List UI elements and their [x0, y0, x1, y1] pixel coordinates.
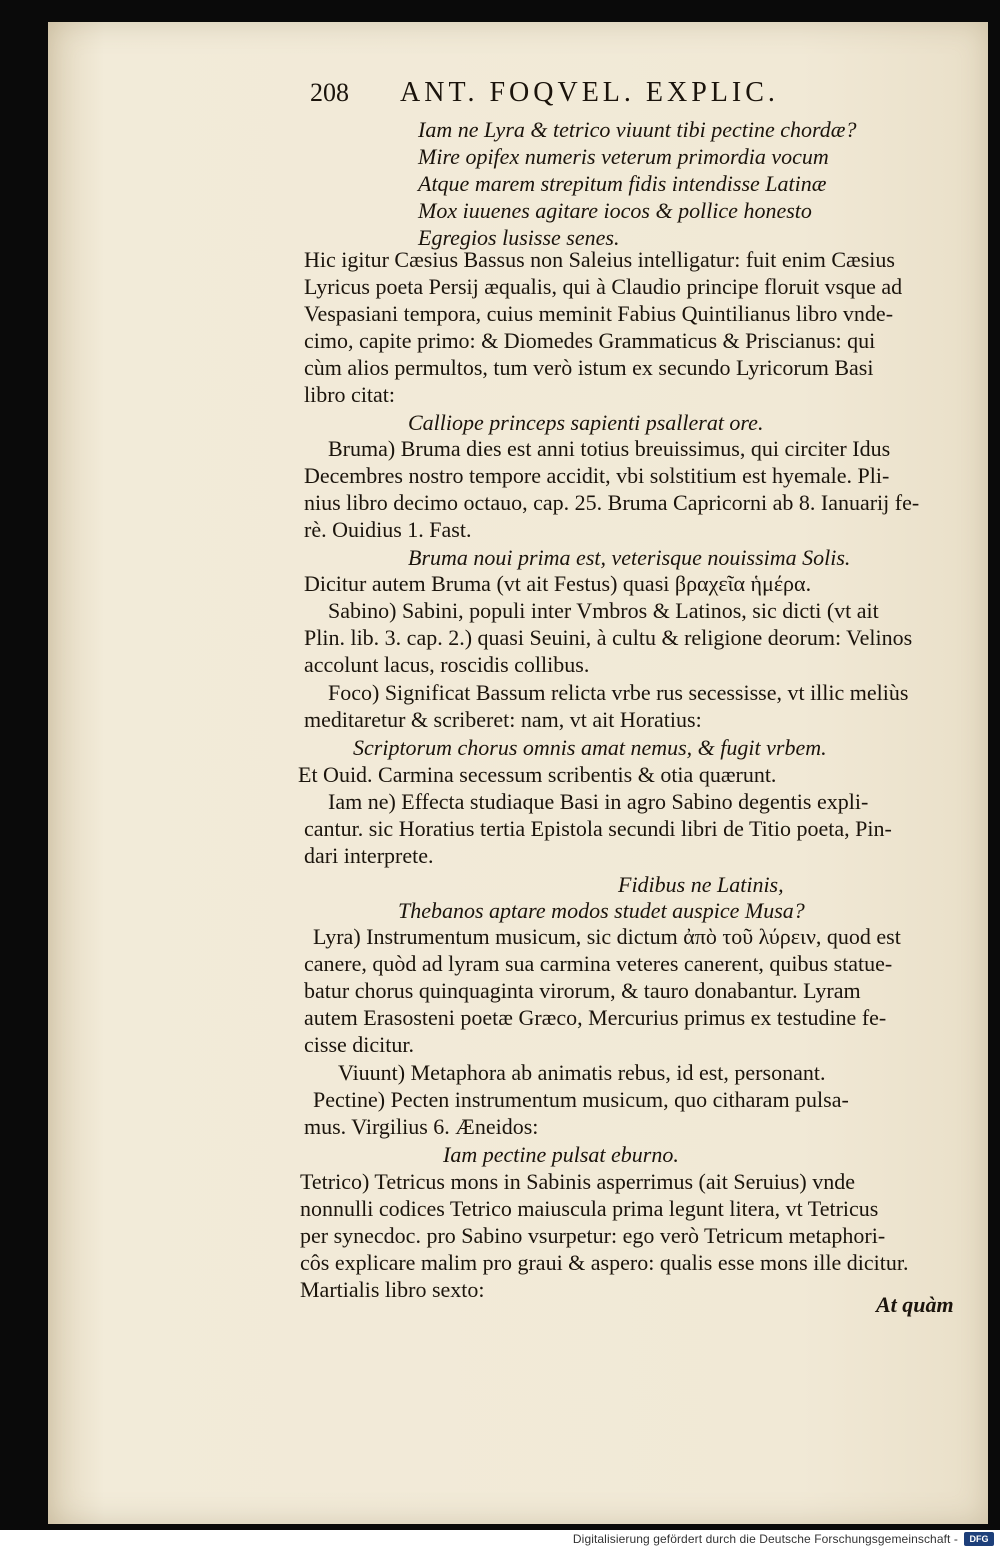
- text-line: cùm alios permultos, tum verò istum ex secundo Lyricorum Basi: [304, 355, 874, 380]
- text-line: Mox iuuenes agitare iocos & pollice honesto: [418, 198, 812, 223]
- text-line: Iam ne Lyra & tetrico viuunt tibi pectine chordæ?: [418, 117, 857, 142]
- text-line: nius libro decimo octauo, cap. 25. Bruma Capricorni ab 8. Ianuarij fe-: [304, 490, 920, 515]
- text-line: Iam ne) Effecta studiaque Basi in agro Sabino degentis expli-: [328, 789, 869, 814]
- text-line: rè. Ouidius 1. Fast.: [304, 517, 472, 542]
- text-line: mus. Virgilius 6. Æneidos:: [304, 1114, 539, 1139]
- text-line: Lyra) Instrumentum musicum, sic dictum ἀπὸ τοῦ λύρειν, quod est: [313, 924, 901, 949]
- text-line: cisse dicitur.: [304, 1032, 414, 1057]
- text-line: Iam pectine pulsat eburno.: [443, 1142, 679, 1167]
- text-line: accolunt lacus, roscidis collibus.: [304, 652, 590, 677]
- text-line: Vespasiani tempora, cuius meminit Fabius Quintilianus libro vnde-: [304, 301, 894, 326]
- text-line: Tetrico) Tetricus mons in Sabinis asperrimus (ait Seruius) vnde: [300, 1169, 855, 1194]
- text-line: Decembres nostro tempore accidit, vbi solstitium est hyemale. Pli-: [304, 463, 890, 488]
- footer-bar: [0, 1530, 1000, 1549]
- text-line: meditaretur & scriberet: nam, vt ait Horatius:: [304, 707, 702, 732]
- text-line: Egregios lusisse senes.: [418, 225, 620, 250]
- text-line: Et Ouid. Carmina secessum scribentis & otia quærunt.: [298, 762, 777, 787]
- text-line: Pectine) Pecten instrumentum musicum, quo citharam pulsa-: [313, 1087, 849, 1112]
- text-line: Foco) Significat Bassum relicta vrbe rus secessisse, vt illic meliùs: [328, 680, 909, 705]
- text-line: Atque marem strepitum fidis intendisse Latinæ: [418, 171, 827, 196]
- text-line: Bruma) Bruma dies est anni totius breuissimus, qui circiter Idus: [328, 436, 891, 461]
- text-line: Viuunt) Metaphora ab animatis rebus, id est, personant.: [338, 1060, 826, 1085]
- text-line: Thebanos aptare modos studet auspice Musa?: [398, 898, 805, 923]
- text-line: Calliope princeps sapienti psallerat ore.: [408, 410, 764, 435]
- text-line: Mire opifex numeris veterum primordia vocum: [418, 144, 829, 169]
- text-line: canere, quòd ad lyram sua carmina veteres canerent, quibus statue-: [304, 951, 893, 976]
- digitization-credit: Digitalisierung gefördert durch die Deutsche Forschungsgemeinschaft -: [572, 1532, 958, 1546]
- book-page: [48, 22, 988, 1524]
- text-line: Plin. lib. 3. cap. 2.) quasi Seuini, à cultu & religione deorum: Velinos: [304, 625, 913, 650]
- running-title: ANT. FOQVEL. EXPLIC.: [400, 77, 779, 108]
- page-number: 208: [310, 78, 349, 107]
- text-line: côs explicare malim pro graui & aspero: qualis esse mons ille dicitur.: [300, 1250, 909, 1275]
- text-line: Martialis libro sexto:: [300, 1277, 485, 1302]
- text-line: autem Erasosteni poetæ Græco, Mercurius primus ex testudine fe-: [304, 1005, 887, 1030]
- text-line: Lyricus poeta Persij æqualis, qui à Claudio principe floruit vsque ad: [304, 274, 903, 299]
- text-line: cimo, capite primo: & Diomedes Grammaticus & Priscianus: qui: [304, 328, 876, 353]
- text-line: libro citat:: [304, 382, 396, 407]
- text-line: batur chorus quinquaginta virorum, & tauro donabantur. Lyram: [304, 978, 861, 1003]
- text-line: Sabino) Sabini, populi inter Vmbros & Latinos, sic dicti (vt ait: [328, 598, 879, 623]
- text-line: Scriptorum chorus omnis amat nemus, & fugit vrbem.: [353, 735, 827, 760]
- catchword: At quàm: [876, 1292, 954, 1317]
- dfg-logo: DFG: [964, 1532, 994, 1546]
- text-line: dari interprete.: [304, 843, 434, 868]
- text-line: nonnulli codices Tetrico maiuscula prima legunt litera, vt Tetricus: [300, 1196, 879, 1221]
- text-line: cantur. sic Horatius tertia Epistola secundi libri de Titio poeta, Pin-: [304, 816, 892, 841]
- text-line: Bruma noui prima est, veterisque nouissima Solis.: [408, 545, 851, 570]
- text-line: Fidibus ne Latinis,: [618, 872, 784, 897]
- text-line: Hic igitur Cæsius Bassus non Saleius intelligatur: fuit enim Cæsius: [304, 247, 895, 272]
- text-line: per synecdoc. pro Sabino vsurpetur: ego verò Tetricum metaphori-: [300, 1223, 886, 1248]
- text-line: Dicitur autem Bruma (vt ait Festus) quasi βραχεῖα ἡμέρα.: [304, 571, 812, 596]
